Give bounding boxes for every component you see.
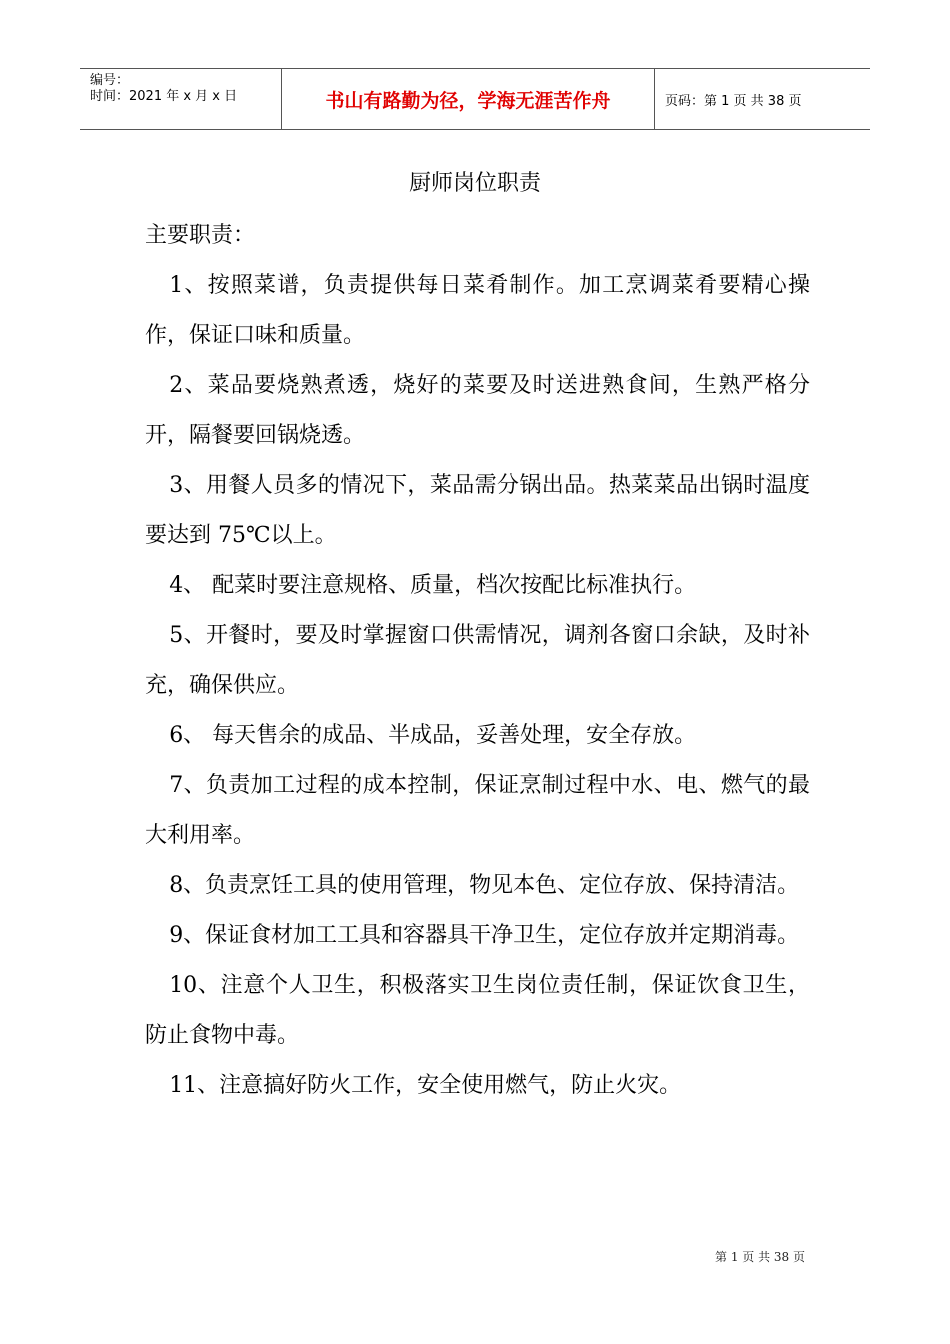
number-label: 编号： [90,73,130,88]
date-text: 时间：2021 年 x 月 x 日 [90,89,238,104]
document-header [80,68,870,130]
duty-item: 7、负责加工过程的成本控制，保证烹制过程中水、电、燃气的最大利用率。 [145,773,810,848]
duty-item: 5、开餐时，要及时掌握窗口供需情况，调剂各窗口余缺，及时补充，确保供应。 [145,623,810,698]
header-motto: 书山有路勤为径，学海无涯苦作舟 [282,69,655,129]
header-page-info: 页码：第 1 页 共 38 页 [665,93,802,109]
duty-item: 6、 每天售余的成品、半成品，妥善处理，安全存放。 [169,723,697,748]
duty-item: 10、注意个人卫生，积极落实卫生岗位责任制，保证饮食卫生，防止食物中毒。 [145,973,810,1048]
intro-line: 主要职责： [145,223,256,248]
header-meta [80,69,282,129]
document-title: 厨师岗位职责 [408,171,541,196]
duty-item: 11、注意搞好防火工作，安全使用燃气，防止火灾。 [169,1073,682,1098]
duty-item: 9、保证食材加工工具和容器具干净卫生，定位存放并定期消毒。 [169,923,800,948]
duty-item: 4、 配菜时要注意规格、质量，档次按配比标准执行。 [169,573,697,598]
duty-item: 2、菜品要烧熟煮透，烧好的菜要及时送进熟食间，生熟严格分开，隔餐要回锅烧透。 [145,373,810,448]
duty-item: 8、负责烹饪工具的使用管理，物见本色、定位存放、保持清洁。 [169,873,800,898]
document-body [145,211,810,1111]
page-footer: 第 1 页 共 38 页 [715,1250,805,1264]
duty-item: 1、按照菜谱，负责提供每日菜肴制作。加工烹调菜肴要精心操作，保证口味和质量。 [145,273,810,348]
duty-item: 3、用餐人员多的情况下，菜品需分锅出品。热菜菜品出锅时温度要达到 75℃以上。 [145,473,810,548]
